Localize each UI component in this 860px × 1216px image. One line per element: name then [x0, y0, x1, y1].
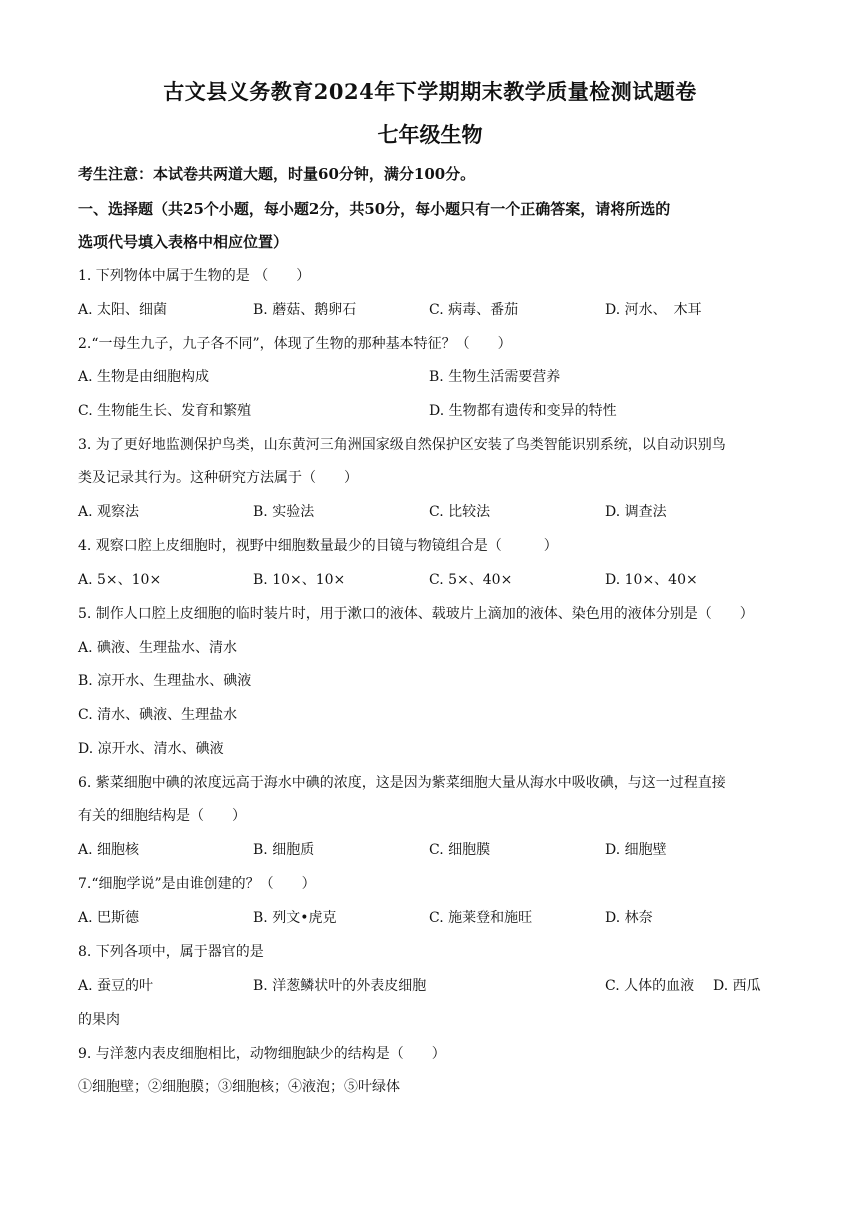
question-6-stem: 6. 紫菜细胞中碘的浓度远高于海水中碘的浓度，这是因为紫菜细胞大量从海水中吸收碘，与这一过程直接 [78, 775, 726, 791]
q1-option-c: C. 病毒、番茄 [429, 302, 519, 318]
q5-option-d: D. 凉开水、清水、碘液 [78, 741, 224, 757]
question-1-stem: 1. 下列物体中属于生物的是 （ ） [78, 268, 311, 284]
q8-option-d: D. 西瓜 [713, 978, 761, 994]
question-9-stem: 9. 与洋葱内表皮细胞相比，动物细胞缺少的结构是（ ） [78, 1046, 446, 1062]
q3-option-a: A. 观察法 [78, 504, 140, 520]
q5-option-a: A. 碘液、生理盐水、清水 [78, 640, 238, 656]
q2-option-c: C. 生物能生长、发育和繁殖 [78, 403, 252, 419]
q3-option-d: D. 调查法 [605, 504, 667, 520]
q4-option-a: A. 5×、10× [78, 572, 162, 588]
q7-option-a: A. 巴斯德 [78, 910, 140, 926]
candidate-notice: 考生注意：本试卷共两道大题，时量60分钟，满分100分。 [78, 165, 476, 183]
question-8-stem: 8. 下列各项中，属于器官的是 [78, 944, 264, 960]
q8-option-a: A. 蚕豆的叶 [78, 978, 154, 994]
q1-option-a: A. 太阳、细菌 [78, 302, 168, 318]
question-4-stem: 4. 观察口腔上皮细胞时，视野中细胞数量最少的目镜与物镜组合是（ ） [78, 538, 558, 554]
q8-option-b: B. 洋葱鳞状叶的外表皮细胞 [253, 978, 427, 994]
section-heading-line1: 一、选择题（共25个小题，每小题2分，共50分，每小题只有一个正确答案，请将所选的 [78, 200, 671, 218]
q2-option-a: A. 生物是由细胞构成 [78, 369, 210, 385]
question-7-stem: 7.“细胞学说”是由谁创建的？（ ） [78, 876, 316, 892]
section-heading-line2: 选项代号填入表格中相应位置） [78, 233, 289, 251]
q4-option-d: D. 10×、40× [605, 572, 698, 588]
q3-option-c: C. 比较法 [429, 504, 491, 520]
q4-option-b: B. 10×、10× [253, 572, 346, 588]
q7-option-b: B. 列文•虎克 [253, 910, 337, 926]
q3-option-b: B. 实验法 [253, 504, 315, 520]
exam-title: 古文县义务教育2024年下学期期末教学质量检测试题卷 [163, 79, 697, 104]
question-5-stem: 5. 制作人口腔上皮细胞的临时装片时，用于漱口的液体、载玻片上滴加的液体、染色用的液体分别是（ ） [78, 606, 754, 622]
exam-subtitle: 七年级生物 [377, 122, 483, 147]
question-3-stem: 3. 为了更好地监测保护鸟类，山东黄河三角洲国家级自然保护区安装了鸟类智能识别系统，以自动识别鸟 [78, 437, 726, 453]
q8-option-d-wrap: 的果肉 [78, 1012, 120, 1028]
q2-option-b: B. 生物生活需要营养 [429, 369, 561, 385]
q5-option-b: B. 凉开水、生理盐水、碘液 [78, 673, 252, 689]
question-2-stem: 2.“一母生九子，九子各不同”，体现了生物的那种基本特征？（ ） [78, 336, 512, 352]
q4-option-c: C. 5×、40× [429, 572, 513, 588]
q6-option-b: B. 细胞质 [253, 842, 315, 858]
q2-option-d: D. 生物都有遗传和变异的特性 [429, 403, 617, 419]
q1-option-b: B. 蘑菇、鹅卵石 [253, 302, 357, 318]
question-3-stem-cont: 类及记录其行为。这种研究方法属于（ ） [78, 470, 358, 486]
q7-option-c: C. 施莱登和施旺 [429, 910, 533, 926]
q7-option-d: D. 林奈 [605, 910, 653, 926]
q6-option-a: A. 细胞核 [78, 842, 140, 858]
q6-option-c: C. 细胞膜 [429, 842, 491, 858]
question-6-stem-cont: 有关的细胞结构是（ ） [78, 808, 246, 824]
q6-option-d: D. 细胞壁 [605, 842, 667, 858]
q8-option-c: C. 人体的血液 [605, 978, 695, 994]
q1-option-d: D. 河水、 木耳 [605, 302, 702, 318]
question-9-items: ①细胞壁；②细胞膜；③细胞核；④液泡；⑤叶绿体 [78, 1079, 400, 1095]
q5-option-c: C. 清水、碘液、生理盐水 [78, 707, 238, 723]
